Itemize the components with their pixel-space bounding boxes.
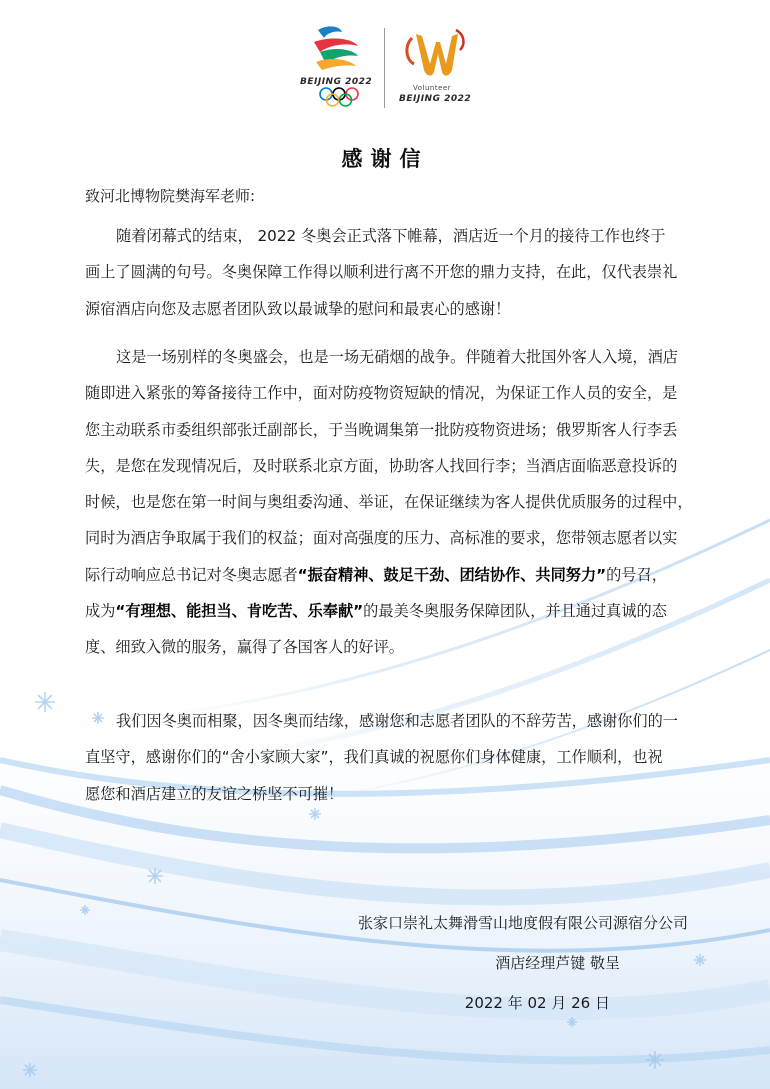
salutation: 致河北博物院樊海军老师:: [85, 187, 256, 205]
signature-date: 2022 年 02 月 26 日: [464, 994, 610, 1012]
paragraph-line: [85, 593, 688, 629]
paragraph-3: [85, 703, 688, 812]
paragraph-1: [85, 218, 688, 327]
beijing-2022-logo-text: BEIJING 2022: [300, 77, 373, 87]
paragraph-line: 随即进入紧张的筹备接待工作中，面对防疫物资短缺的情况，为保证工作人员的安全，是: [85, 384, 678, 403]
paragraph-line: 随着闭幕式的结束， 2022 冬奥会正式落下帷幕，酒店近一个月的接待工作也终于: [116, 227, 666, 245]
paragraph-line: 度、细致入微的服务，赢得了各国客人的好评。: [85, 638, 404, 657]
paragraph-line: 愿您和酒店建立的友谊之桥坚不可摧！: [85, 784, 344, 803]
team-motto: “有理想、能担当、肯吃苦、乐奉献”: [115, 602, 364, 621]
logo-divider: [384, 28, 385, 108]
header-logos: [0, 22, 770, 117]
paragraph-line: 同时为酒店争取属于我们的权益；面对高强度的压力、高标准的要求，您带领志愿者以实: [85, 529, 678, 548]
paragraph-line: 画上了圆满的句号。冬奥保障工作得以顺利进行离不开您的鼎力支持，在此，仅代表崇礼: [85, 263, 678, 282]
paragraph-line: 直坚守，感谢你们的“舍小家顾大家”，我们真诚的祝愿你们身体健康，工作顺利，也祝: [85, 748, 663, 767]
paragraph-line: 您主动联系市委组织部张迁副部长，于当晚调集第一批防疫物资进场；俄罗斯客人行李丢: [85, 420, 678, 439]
signature-company: 张家口崇礼太舞滑雪山地度假有限公司源宿分公司: [357, 914, 688, 932]
volunteer-slogan: “振奋精神、鼓足干劲、团结协作、共同努力”: [297, 565, 607, 584]
paragraph-2: [85, 339, 693, 666]
line-text: 的号召，: [606, 565, 667, 584]
paragraph-line: 时候，也是您在第一时间与奥组委沟通、举证，在保证继续为客人提供优质服务的过程中，: [85, 493, 693, 512]
line-text: 的最美冬奥服务保障团队，并且通过真诚的态: [363, 602, 667, 621]
page-title: 感谢信: [341, 147, 429, 171]
paragraph-line: 源宿酒店向您及志愿者团队致以最诚挚的慰问和最衷心的感谢！: [85, 299, 511, 318]
paragraph-line: 我们因冬奥而相聚，因冬奥而结缘，感谢您和志愿者团队的不辞劳苦，感谢你们的一: [116, 712, 678, 730]
paragraph-line: 失，是您在发现情况后，及时联系北京方面，协助客人找回行李；当酒店面临恶意投诉的: [85, 456, 678, 475]
paragraph-line: [85, 557, 688, 593]
line-text: 成为: [85, 602, 116, 621]
volunteer-label: Volunteer: [413, 84, 452, 92]
signature-manager: 酒店经理芦键 敬呈: [495, 954, 620, 972]
volunteer-logo-text: BEIJING 2022: [399, 94, 472, 104]
beijing-2022-emblem: [296, 22, 380, 114]
line-text: 际行动响应总书记对冬奥志愿者: [85, 565, 298, 584]
paragraph-line: 这是一场别样的冬奥盛会，也是一场无硝烟的战争。伴随着大批国外客人入境，酒店: [116, 348, 678, 366]
